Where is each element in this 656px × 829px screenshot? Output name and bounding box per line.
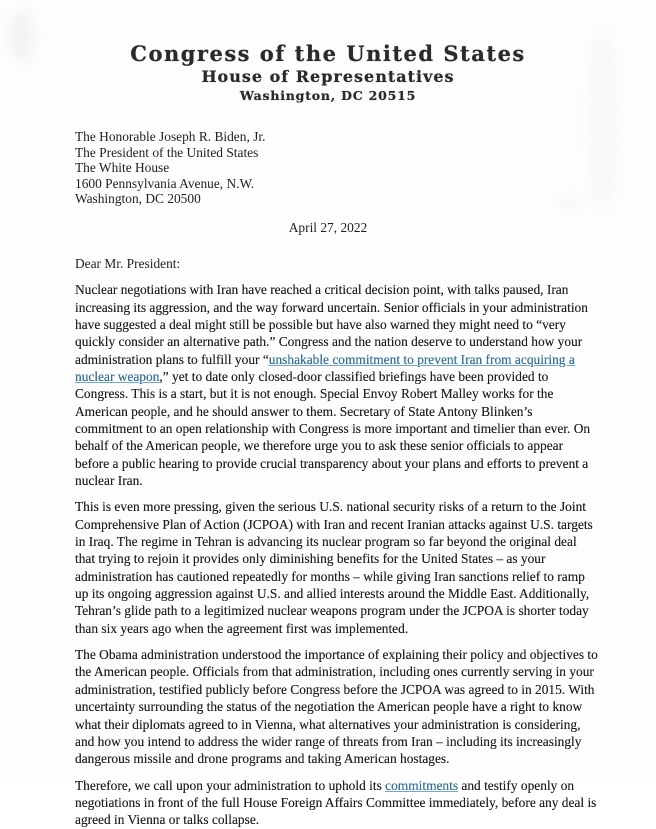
paragraph-1-text: Nuclear negotiations with Iran have reached a critical decision point, with talks paused, Iran increasing its aggression, and the way forward uncertain. Senior officials in your administration have suggested a deal might still be possible but have also warned they might need to “very quickly consider an alternative path.” Congress and the nation deserve to understand how your administration plans to fulfill your “ <box>75 282 588 367</box>
letter-content <box>0 129 656 829</box>
paragraph-1-text: ,” yet to date only closed-door classified briefings have been provided to Congress. This is a start, but it is not enough. Special Envoy Robert Malley works for the American people, and he should answer to them. Secretary of State Antony Blinken’s commitment to an open relationship with Congress is more important and timelier than ever. On behalf of the American people, we therefore urge you to ask these senior officials to appear before a public hearing to provide crucial transparency about your plans and efforts to prevent a nuclear Iran. <box>75 368 591 489</box>
recipient-address <box>75 129 597 207</box>
paragraph-3: The Obama administration understood the importance of explaining their policy and objectives to the American people. Officials from that administration, including ones currently serving in your administration, testified publicly before Congress before the JCPOA was agreed to in 2015. With uncertainty surrounding the status of the negotiation the American people have a right to know what their diplomats agreed to in Vienna, what alternatives your administration is considering, and how you intend to address the wider range of threats from Iran – including its increasingly dangerous missile and drone programs and taking American hostages. <box>75 647 598 767</box>
paragraph-2: This is even more pressing, given the serious U.S. national security risks of a return to the Joint Comprehensive Plan of Action (JCPOA) with Iran and recent Iranian attacks against U.S. targets in Iraq. The regime in Tehran is advancing its nuclear program so far beyond the original deal that trying to rejoin it provides only diminishing benefits for the United States – as your administration has cautioned repeatedly for months – while giving Iran sanctions relief to ramp up its ongoing aggression against U.S. and allied interests around the Middle East. Additionally, Tehran’s glide path to a legitimized nuclear weapons program under the JCPOA is shorter today than six years ago when the agreement first was implemented. <box>75 499 593 636</box>
letterhead-congress: Congress of the United States <box>130 41 526 66</box>
paragraph-4 <box>75 777 599 829</box>
paragraph-4-text: and testify openly on negotiations in front of the full House Foreign Affairs Committee immediately, before any deal is agreed in Vienna or talks collapse. <box>75 777 597 828</box>
letterhead-house: House of Representatives <box>201 67 455 86</box>
recipient-street: 1600 Pennsylvania Avenue, N.W. <box>75 175 255 191</box>
scan-artifact <box>560 196 578 208</box>
recipient-city: Washington, DC 20500 <box>75 191 201 207</box>
paragraph-4-text: Therefore, we call upon your administration to uphold its <box>75 777 386 793</box>
salutation: Dear Mr. President: <box>75 255 181 271</box>
letterhead-city: Washington, DC 20515 <box>239 88 417 103</box>
recipient-title: The President of the United States <box>75 144 259 160</box>
recipient-building: The White House <box>75 160 170 176</box>
paragraph-1 <box>75 281 599 489</box>
link-unshakable-commitment[interactable]: unshakable commitment to prevent Iran from acquiring a nuclear weapon <box>75 351 575 384</box>
letterhead <box>0 0 656 105</box>
letter-date: April 27, 2022 <box>288 219 368 235</box>
scan-artifact <box>8 10 34 62</box>
link-commitments[interactable]: commitments <box>385 777 459 793</box>
recipient-name: The Honorable Joseph R. Biden, Jr. <box>75 129 266 144</box>
scan-artifact <box>588 30 618 210</box>
